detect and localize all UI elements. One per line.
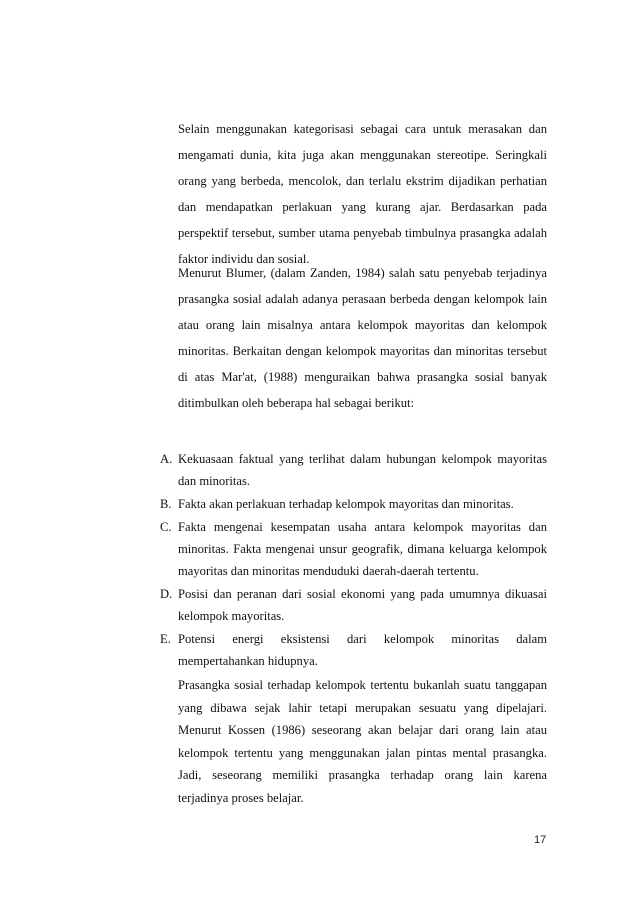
list-marker: D. xyxy=(160,587,173,601)
list-item-a xyxy=(160,448,547,492)
paragraph-stereotype: Selain menggunakan kategorisasi sebagai cara untuk merasakan dan mengamati dunia, kita juga akan menggunakan stereotipe. Seringkali orang yang berbeda, mencolok, dan terlalu ekstrim dijadikan perhatian dan mendapatkan perlakuan yang kurang ajar. Berdasarkan pada perspektif tersebut, sumber utama penyebab timbulnya prasangka adalah faktor individu dan sosial. xyxy=(178,122,547,266)
paragraph-blumer: Menurut Blumer, (dalam Zanden, 1984) salah satu penyebab terjadinya prasangka sosial adalah adanya perasaan berbeda dengan kelompok lain atau orang lain misalnya antara kelompok mayoritas dan kelompok minoritas. Berkaitan dengan kelompok mayoritas dan minoritas tersebut di atas Mar'at, (1988) menguraikan bahwa prasangka sosial banyak ditimbulkan oleh beberapa hal sebagai berikut: xyxy=(178,266,547,410)
list-item-b xyxy=(160,493,547,515)
causes-list xyxy=(160,448,547,673)
list-item-c xyxy=(160,516,547,582)
list-item-text: Fakta mengenai kesempatan usaha antara kelompok mayoritas dan minoritas. Fakta mengenai unsur geografik, dimana keluarga kelompok mayoritas dan minoritas menduduki daerah-daerah tertentu. xyxy=(178,520,547,578)
paragraph-closing: Prasangka sosial terhadap kelompok tertentu bukanlah suatu tanggapan yang dibawa sejak lahir tetapi merupakan sesuatu yang dipelajari. Menurut Kossen (1986) seseorang akan belajar dari orang lain atau kelompok tertentu yang menggunakan jalan pintas mental prasangka. Jadi, seseorang memiliki prasangka terhadap orang lain karena terjadinya proses belajar. xyxy=(178,678,547,805)
list-item-text: Kekuasaan faktual yang terlihat dalam hubungan kelompok mayoritas dan minoritas. xyxy=(178,452,547,488)
list-item-text: Posisi dan peranan dari sosial ekonomi yang pada umumnya dikuasai kelompok mayoritas. xyxy=(178,587,547,623)
page-number: 17 xyxy=(534,834,547,846)
list-item-text: Fakta akan perlakuan terhadap kelompok mayoritas dan minoritas. xyxy=(178,497,514,511)
list-marker: C. xyxy=(160,520,172,534)
list-marker: E. xyxy=(160,632,171,646)
list-item-d xyxy=(160,583,547,627)
list-marker: A. xyxy=(160,452,173,466)
list-item-e xyxy=(160,628,547,672)
list-marker: B. xyxy=(160,497,172,511)
list-item-text: Potensi energi eksistensi dari kelompok minoritas dalam xyxy=(178,632,547,646)
list-item-text-continued: mempertahankan hidupnya. xyxy=(178,654,318,668)
